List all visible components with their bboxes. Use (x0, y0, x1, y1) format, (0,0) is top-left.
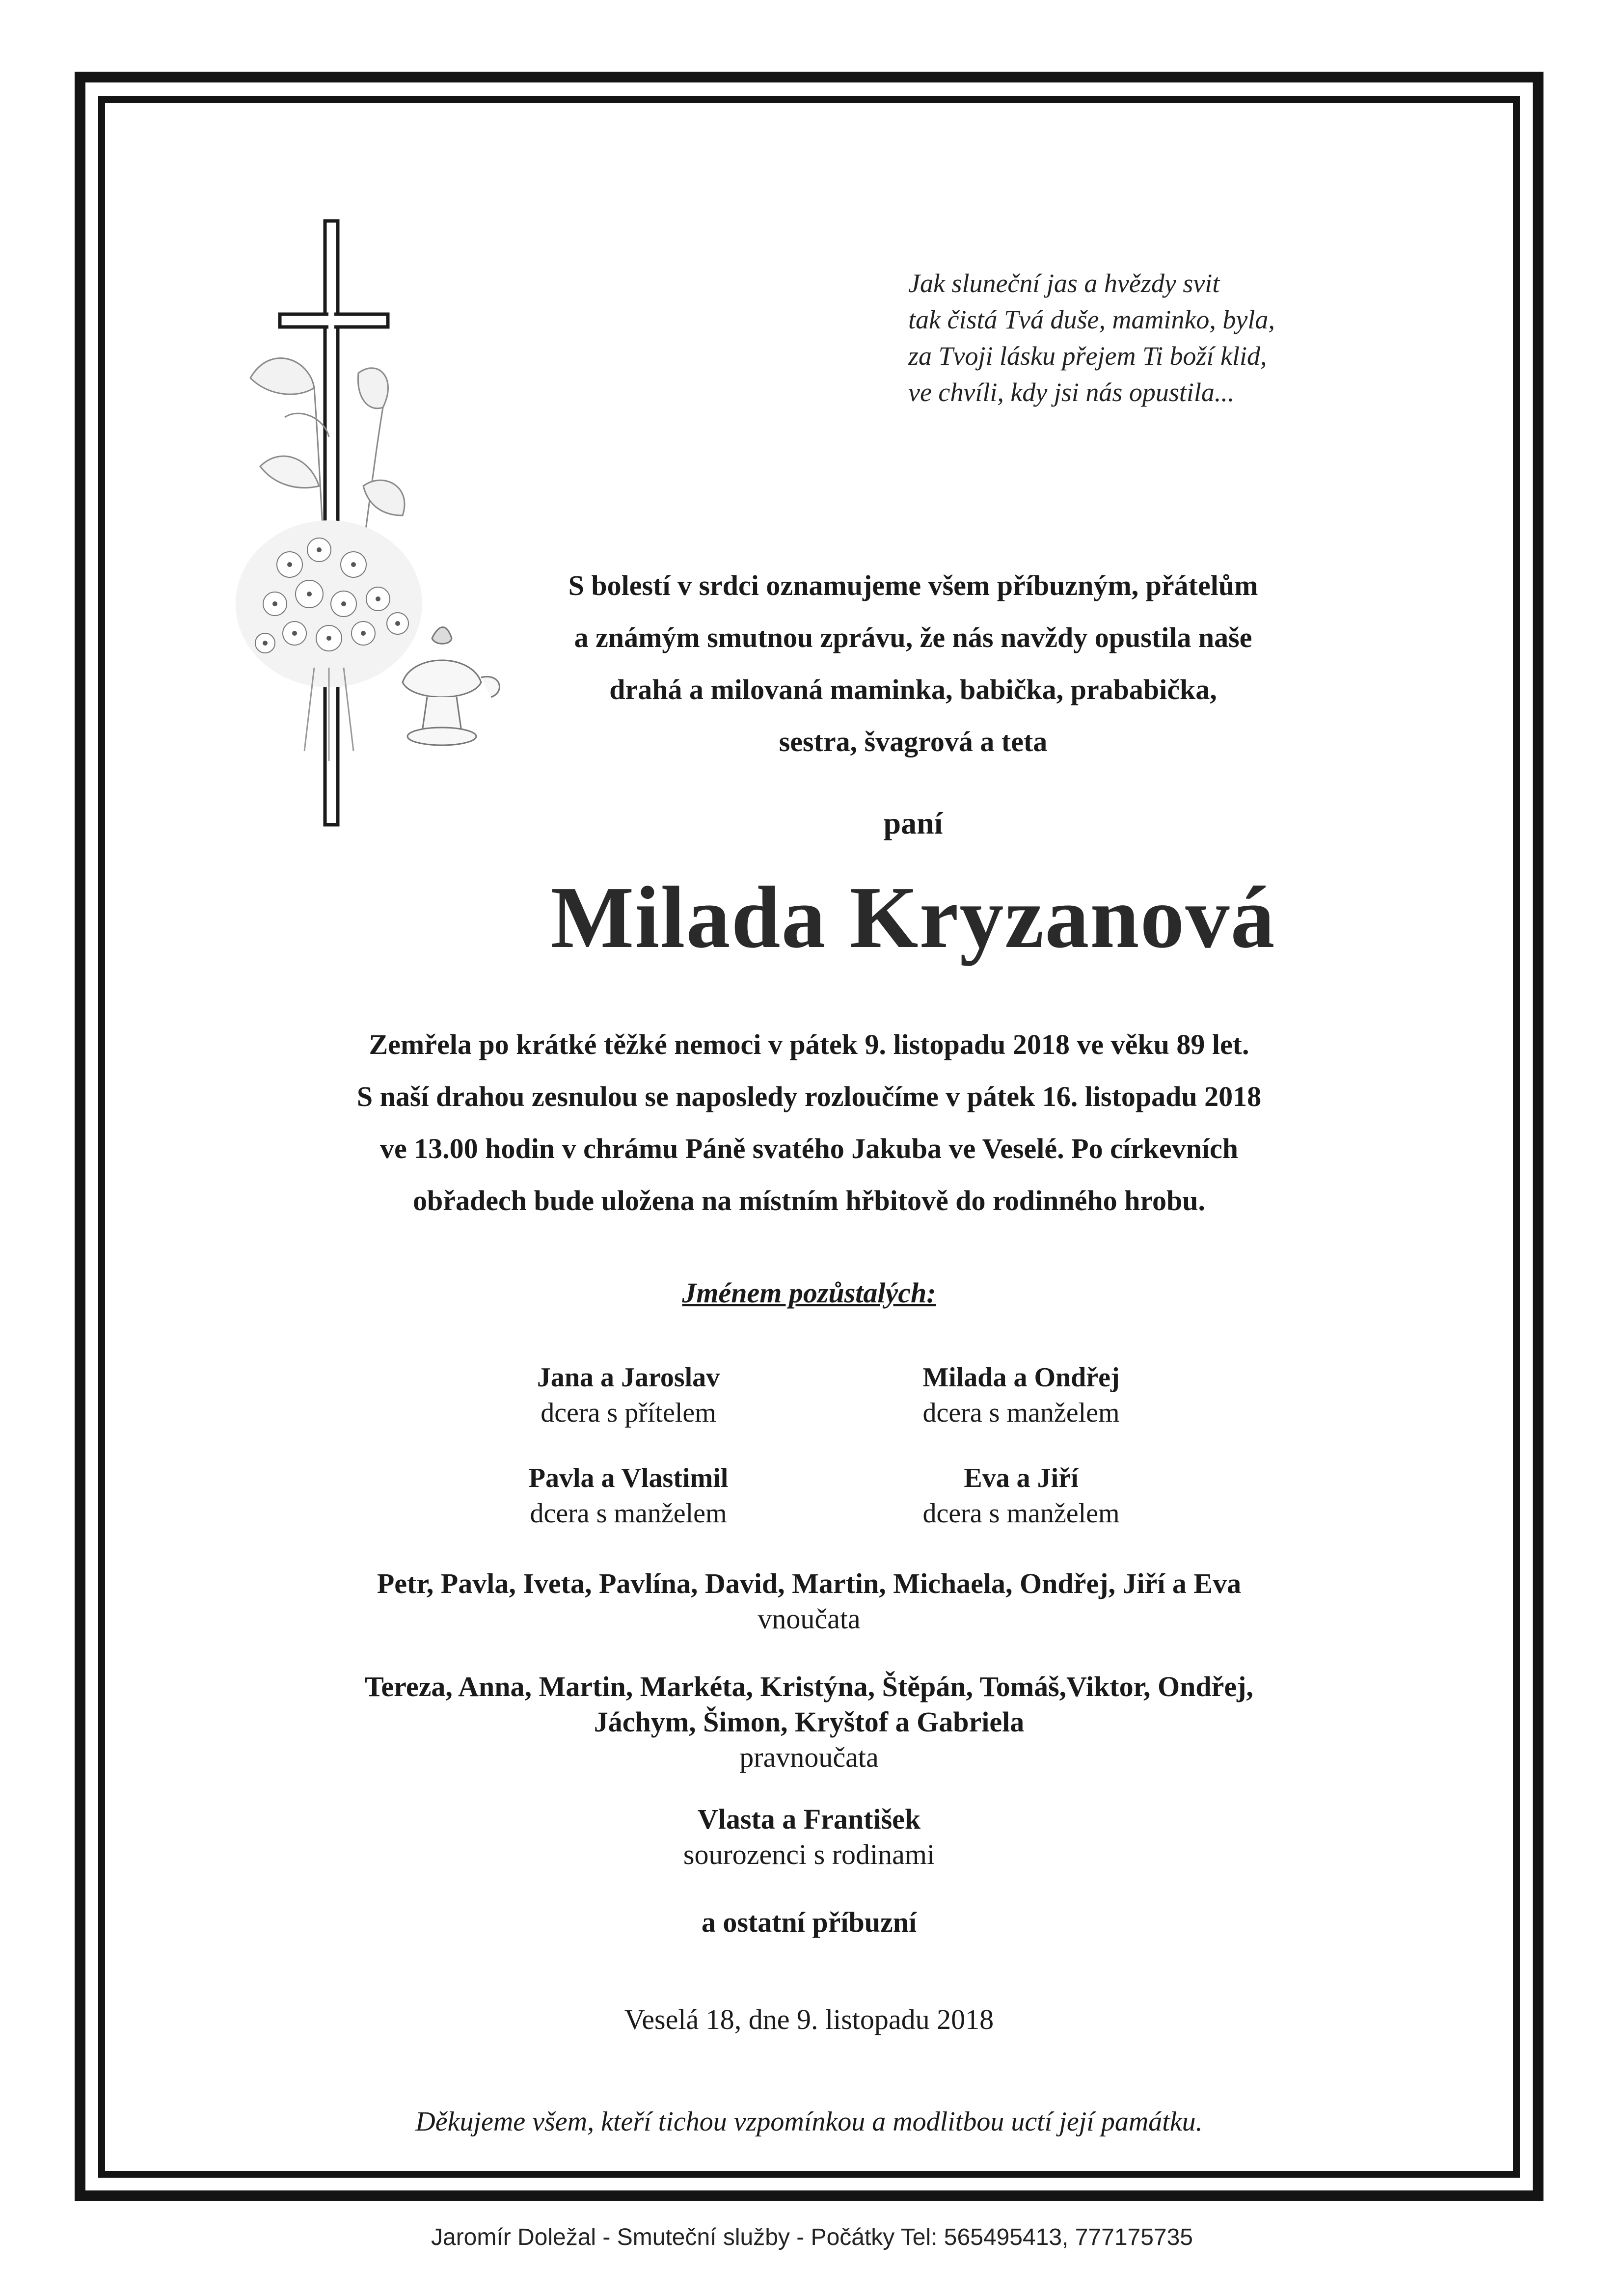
mourner-entry (432, 1360, 825, 1431)
poem-line: za Tvoji lásku přejem Ti boží klid, (908, 341, 1267, 371)
mourners-heading: Jménem pozůstalých: (682, 1277, 936, 1309)
deceased-name: Milada Kryzanová (550, 868, 1276, 966)
announcement-line: a známým smutnou zprávu, že nás navždy opustila naše (574, 621, 1252, 653)
other-relatives: a ostatní příbuzní (701, 1906, 917, 1938)
announcement (471, 560, 1355, 768)
great-grandchildren-names: Jáchym, Šimon, Kryštof a Gabriela (594, 1706, 1025, 1738)
flower-bouquet-icon (236, 520, 422, 761)
death-info-line: ve 13.00 hodin v chrámu Páně svatého Jakuba ve Veselé. Po církevních (379, 1133, 1239, 1164)
mourner-names: Milada a Ondřej (922, 1362, 1120, 1393)
mourner-names: Jana a Jaroslav (537, 1362, 720, 1393)
mourner-relation: dcera s přítelem (541, 1398, 716, 1428)
siblings (98, 1802, 1520, 1872)
siblings-relation: sourozenci s rodinami (683, 1838, 935, 1870)
footer-contact: Jaromír Doležal - Smuteční služby - Počátky Tel: 565495413, 777175735 (431, 2224, 1193, 2250)
place-date: Veselá 18, dne 9. listopadu 2018 (624, 2003, 994, 2035)
honorific: paní (883, 806, 943, 840)
thanks-line: Děkujeme všem, kteří tichou vzpomínkou a modlitbou uctí její památku. (415, 2107, 1203, 2137)
great-grandchildren-names: Tereza, Anna, Martin, Markéta, Kristýna, Štěpán, Tomáš,Viktor, Ondřej, (365, 1671, 1253, 1702)
mourner-entry (432, 1460, 825, 1531)
grandchildren (98, 1566, 1520, 1637)
mourner-relation: dcera s manželem (530, 1498, 727, 1529)
mourner-names: Pavla a Vlastimil (528, 1463, 729, 1493)
poem-line: tak čistá Tvá duše, maminko, byla, (908, 305, 1275, 334)
mourner-names: Eva a Jiří (964, 1463, 1079, 1493)
announcement-line: sestra, švagrová a teta (779, 726, 1048, 757)
great-grandchildren-relation: pravnoučata (739, 1741, 879, 1773)
grandchildren-names: Petr, Pavla, Iveta, Pavlína, David, Martin, Michaela, Ondřej, Jiří a Eva (377, 1567, 1242, 1599)
mourner-relation: dcera s manželem (922, 1398, 1120, 1428)
death-info (98, 1019, 1520, 1227)
announcement-line: drahá a milovaná maminka, babička, prababička, (609, 674, 1217, 705)
announcement-line: S bolestí v srdci oznamujeme všem příbuzným, přátelům (568, 569, 1258, 601)
great-grandchildren (98, 1669, 1520, 1775)
mourner-entry (825, 1460, 1218, 1531)
death-info-line: Zemřela po krátké těžké nemoci v pátek 9. listopadu 2018 ve věku 89 let. (369, 1028, 1249, 1060)
death-info-line: S naší drahou zesnulou se naposledy rozloučíme v pátek 16. listopadu 2018 (356, 1080, 1262, 1112)
mourner-entry (825, 1360, 1218, 1431)
siblings-names: Vlasta a František (697, 1803, 921, 1835)
poem-line: Jak sluneční jas a hvězdy svit (908, 269, 1220, 298)
poem-line: ve chvíli, kdy jsi nás opustila... (908, 378, 1235, 407)
mourner-relation: dcera s manželem (922, 1498, 1120, 1529)
grandchildren-relation: vnoučata (758, 1603, 861, 1635)
poem (908, 265, 1350, 410)
death-info-line: obřadech bude uložena na místním hřbitově do rodinného hrobu. (412, 1185, 1206, 1216)
